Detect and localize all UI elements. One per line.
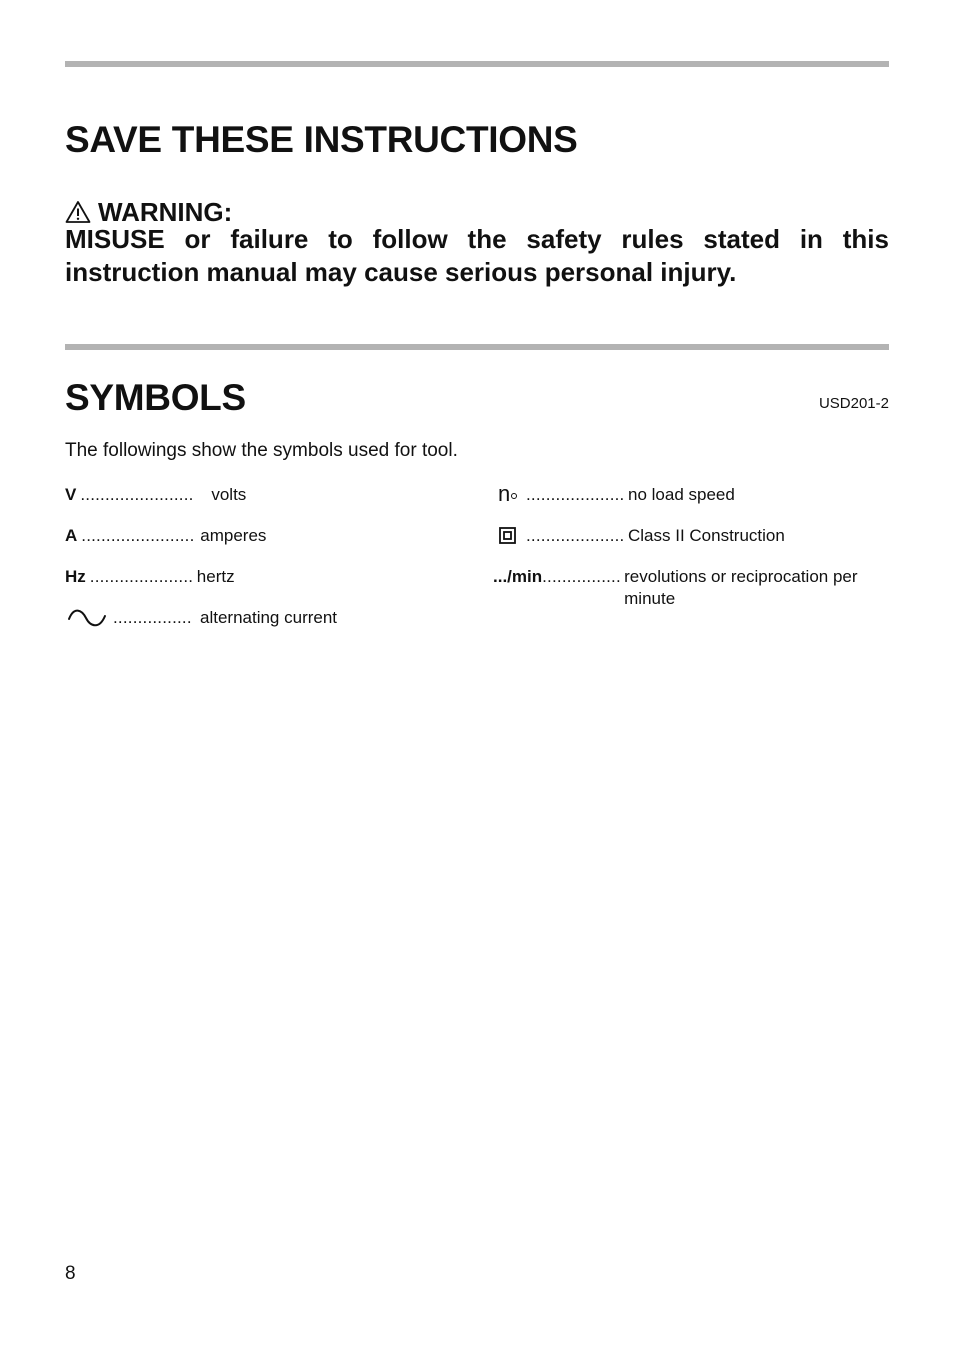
warning-triangle-icon	[65, 200, 91, 224]
top-rule	[65, 61, 889, 67]
symbol-description: Class II Construction	[628, 526, 785, 545]
symbol-label: V	[65, 485, 77, 504]
alternating-current-icon	[65, 607, 113, 629]
symbol-row-hertz	[65, 566, 235, 588]
leader-dots: .......................	[80, 485, 194, 504]
section-rule	[65, 344, 889, 350]
symbol-description: volts	[211, 485, 247, 504]
leader-dots: ....................	[526, 485, 625, 504]
leader-dots: .....................	[89, 567, 194, 586]
symbol-row-per-minute	[493, 566, 886, 610]
symbol-row-class-ii	[493, 525, 785, 553]
symbol-description: alternating current	[200, 608, 338, 627]
leader-dots: ....................	[526, 526, 625, 545]
symbol-label: Hz	[65, 567, 86, 586]
symbol-description: no load speed	[628, 485, 735, 504]
symbol-row-volts	[65, 484, 246, 506]
symbol-description: revolutions or reciprocation per minute	[624, 567, 858, 608]
symbol-row-alternating-current	[65, 607, 337, 629]
warning-text: MISUSE or failure to follow the safety rules stated in this instruction manual may cause serious personal injury.	[65, 224, 889, 287]
intro-text: The followings show the symbols used for tool.	[65, 440, 458, 461]
page-number: 8	[65, 1263, 76, 1284]
symbol-row-no-load-speed	[493, 481, 735, 506]
symbol-description: hertz	[196, 567, 235, 586]
leader-dots: ................	[542, 567, 621, 586]
leader-dots: ................	[113, 608, 192, 627]
class-ii-construction-icon	[493, 525, 526, 553]
leader-dots: .......................	[81, 526, 195, 545]
section-title-symbols: SYMBOLS	[65, 377, 246, 418]
symbol-label: .../min	[493, 567, 543, 586]
symbol-row-amperes	[65, 525, 266, 547]
no-load-speed-icon: n	[493, 484, 526, 506]
symbol-label: A	[65, 526, 78, 545]
warning-label: WARNING:	[98, 197, 233, 227]
reference-code: USD201-2	[818, 395, 889, 412]
section-title-save-instructions: SAVE THESE INSTRUCTIONS	[65, 119, 578, 160]
symbol-description: amperes	[200, 526, 267, 545]
